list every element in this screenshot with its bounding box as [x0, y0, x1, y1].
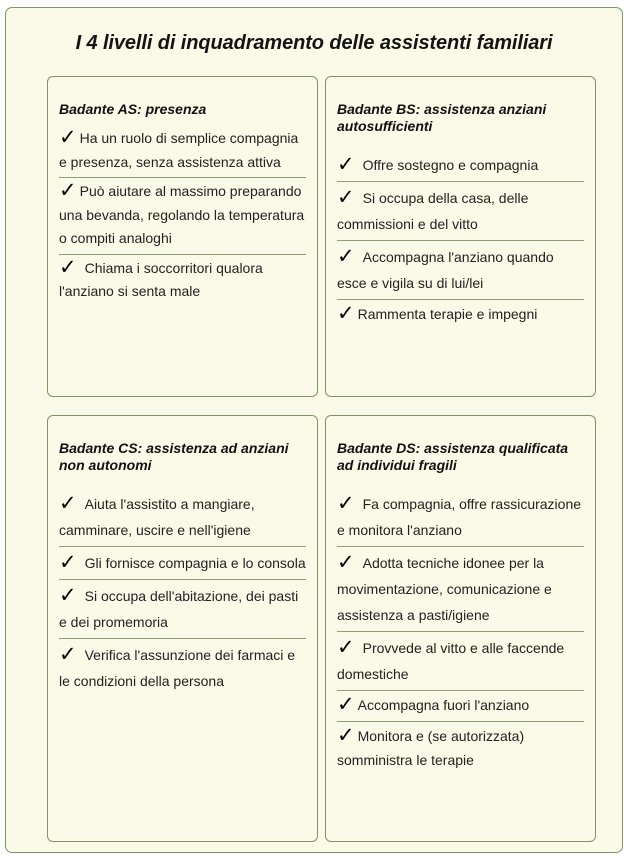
card-badante-cs — [47, 415, 318, 842]
list-item: ✓ Offre sostegno e compagnia — [337, 149, 584, 182]
list-item-text: Rammenta terapie e impegni — [357, 306, 538, 322]
list-item: ✓ Accompagna fuori l'anziano — [337, 691, 584, 722]
card-badante-bs — [325, 76, 596, 397]
list-item-text: Può aiutare al massimo preparando una bevanda, regolando la temperatura o compiti analoghi — [59, 183, 305, 246]
list-item: ✓ Ha un ruolo di semplice compagnia e presenza, senza assistenza attiva — [59, 125, 306, 178]
infobox-container — [5, 7, 623, 853]
list-item: ✓ Fa compagnia, offre rassicurazione e monitora l'anziano — [337, 488, 584, 547]
list-item-text: Si occupa della casa, delle commissioni e del vitto — [337, 190, 529, 232]
list-item: ✓ Monitora e (se autorizzata) somministra le terapie — [337, 723, 525, 768]
list-item-text: Aiuta l'assistito a mangiare, camminare, uscire e nell'igiene — [59, 496, 255, 538]
list-item: ✓ Si occupa della casa, delle commissioni e del vitto — [337, 182, 584, 241]
page-title: I 4 livelli di inquadramento delle assistenti familiari — [75, 32, 553, 54]
list-item-text: Ha un ruolo di semplice compagnia e presenza, senza assistenza attiva — [59, 130, 299, 170]
list-item-text: Monitora e (se autorizzata) somministra le terapie — [337, 728, 525, 768]
card-badante-ds — [325, 415, 596, 842]
list-item-text: Accompagna fuori l'anziano — [357, 697, 530, 713]
list-item: ✓ Gli fornisce compagnia e lo consola — [59, 547, 306, 580]
list-item-text: Adotta tecniche idonee per la movimentazione, comunicazione e assistenza a pasti/igiene — [337, 555, 552, 623]
list-item: ✓ Aiuta l'assistito a mangiare, camminare, uscire e nell'igiene — [59, 488, 306, 547]
card-title: Badante CS: assistenza ad anziani non autonomi — [59, 440, 289, 473]
card-title: Badante DS: assistenza qualificata ad individui fragili — [337, 440, 569, 473]
list-item-text: Si occupa dell'abitazione, dei pasti e dei promemoria — [59, 588, 299, 630]
list-item-text: Offre sostegno e compagnia — [362, 157, 539, 173]
card-badante-as — [47, 76, 318, 397]
list-item: ✓ Rammenta terapie e impegni — [337, 301, 538, 325]
list-item: ✓ Chiama i soccorritori qualora l'anziano si senta male — [59, 254, 263, 299]
list-item-text: Accompagna l'anziano quando esce e vigila su di lui/lei — [337, 249, 554, 291]
list-item: ✓ Verifica l'assunzione dei farmaci e le condizioni della persona — [59, 642, 296, 689]
list-item-text: Fa compagnia, offre rassicurazione e monitora l'anziano — [337, 496, 582, 538]
list-item: ✓ Può aiutare al massimo preparando una bevanda, regolando la temperatura o compiti analoghi — [59, 178, 306, 255]
list-item-text: Gli fornisce compagnia e lo consola — [84, 555, 306, 571]
card-title: Badante BS: assistenza anziani autosufficienti — [337, 101, 547, 134]
list-item: ✓ Adotta tecniche idonee per la movimentazione, comunicazione e assistenza a pasti/igiene — [337, 547, 584, 632]
list-item: ✓ Provvede al vitto e alle faccende domestiche — [337, 632, 584, 691]
card-title: Badante AS: presenza — [59, 101, 207, 117]
list-item-text: Chiama i soccorritori qualora l'anziano si senta male — [59, 259, 263, 299]
list-item-text: Provvede al vitto e alle faccende domestiche — [337, 640, 565, 682]
list-item: ✓ Accompagna l'anziano quando esce e vigila su di lui/lei — [337, 241, 584, 300]
list-item-text: Verifica l'assunzione dei farmaci e le condizioni della persona — [59, 647, 296, 689]
list-item: ✓ Si occupa dell'abitazione, dei pasti e dei promemoria — [59, 580, 306, 639]
